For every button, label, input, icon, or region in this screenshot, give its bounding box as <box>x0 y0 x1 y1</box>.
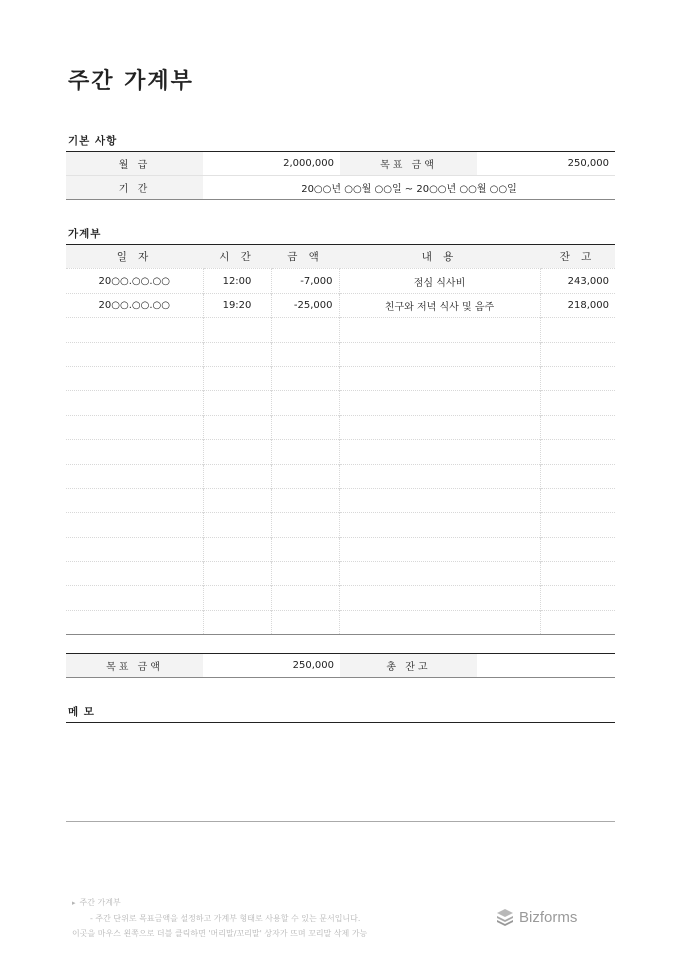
row-date[interactable] <box>66 342 203 366</box>
row-date[interactable] <box>66 366 203 390</box>
row-balance[interactable] <box>540 342 615 366</box>
row-time[interactable] <box>203 318 271 342</box>
empty-table-row <box>66 440 615 464</box>
row-time[interactable]: 12:00 <box>203 269 271 293</box>
row-date[interactable] <box>66 562 203 586</box>
row-balance[interactable] <box>540 391 615 415</box>
empty-table-row <box>66 318 615 342</box>
row-time[interactable] <box>203 610 271 634</box>
header-time: 시 간 <box>203 245 271 269</box>
row-amount[interactable] <box>271 440 339 464</box>
row-content[interactable] <box>339 586 540 610</box>
row-time[interactable] <box>203 464 271 488</box>
row-time[interactable]: 19:20 <box>203 293 271 317</box>
row-date[interactable] <box>66 537 203 561</box>
empty-table-row <box>66 366 615 390</box>
table-row <box>66 293 615 317</box>
goal-amount-value[interactable]: 250,000 <box>567 158 609 169</box>
row-time[interactable] <box>203 366 271 390</box>
empty-table-row <box>66 415 615 439</box>
empty-table-row <box>66 586 615 610</box>
row-time[interactable] <box>203 562 271 586</box>
empty-table-row <box>66 488 615 512</box>
row-amount[interactable] <box>271 586 339 610</box>
row-date[interactable] <box>66 318 203 342</box>
memo-section-label: 메 모 <box>68 706 95 718</box>
period-label: 기 간 <box>66 176 203 200</box>
row-amount[interactable] <box>271 610 339 634</box>
memo-area[interactable] <box>66 722 615 822</box>
row-time[interactable] <box>203 537 271 561</box>
ledger-section-label: 가계부 <box>68 228 102 240</box>
footer-note[interactable] <box>72 895 367 941</box>
row-time[interactable] <box>203 513 271 537</box>
row-time[interactable] <box>203 488 271 512</box>
summary-table <box>66 653 615 678</box>
row-content[interactable] <box>339 562 540 586</box>
footer-description: - 주간 단위로 목표금액을 설정하고 가계부 형태로 사용할 수 있는 문서입니다. <box>90 914 361 923</box>
row-content[interactable] <box>339 440 540 464</box>
row-content[interactable] <box>339 391 540 415</box>
total-balance-label: 총 잔고 <box>340 654 477 678</box>
row-balance[interactable] <box>540 513 615 537</box>
row-balance[interactable] <box>540 440 615 464</box>
row-date[interactable] <box>66 415 203 439</box>
header-amount: 금 액 <box>271 245 339 269</box>
salary-label: 월 급 <box>66 152 203 176</box>
row-amount[interactable]: -25,000 <box>271 293 339 317</box>
row-time[interactable] <box>203 391 271 415</box>
page-title: 주간 가계부 <box>68 69 194 94</box>
ledger-body <box>66 269 615 635</box>
summary-row <box>66 654 615 678</box>
empty-table-row <box>66 610 615 634</box>
row-amount[interactable] <box>271 464 339 488</box>
row-time[interactable] <box>203 586 271 610</box>
empty-table-row <box>66 537 615 561</box>
row-date[interactable] <box>66 610 203 634</box>
row-amount[interactable] <box>271 562 339 586</box>
period-value[interactable]: 20○○년 ○○월 ○○일 ~ 20○○년 ○○월 ○○일 <box>203 176 615 200</box>
summary-goal-value[interactable]: 250,000 <box>292 660 334 671</box>
row-time[interactable] <box>203 440 271 464</box>
empty-table-row <box>66 464 615 488</box>
row-balance[interactable] <box>540 415 615 439</box>
row-amount[interactable]: -7,000 <box>271 269 339 293</box>
row-content[interactable] <box>339 366 540 390</box>
basic-info-table <box>66 151 615 200</box>
empty-table-row <box>66 562 615 586</box>
row-content[interactable] <box>339 513 540 537</box>
row-balance[interactable] <box>540 562 615 586</box>
row-date[interactable]: 20○○.○○.○○ <box>66 269 203 293</box>
total-balance-value[interactable] <box>477 654 615 678</box>
row-date[interactable] <box>66 440 203 464</box>
basic-section-label: 기본 사항 <box>68 135 118 147</box>
row-content[interactable]: 점심 식사비 <box>339 269 540 293</box>
footer-title: 주간 가계부 <box>79 898 121 907</box>
row-content[interactable]: 친구와 저녁 식사 및 음주 <box>339 293 540 317</box>
row-time[interactable] <box>203 342 271 366</box>
row-time[interactable] <box>203 415 271 439</box>
ledger-table <box>66 244 615 635</box>
row-date[interactable] <box>66 586 203 610</box>
header-content: 내 용 <box>339 245 540 269</box>
row-amount[interactable] <box>271 366 339 390</box>
row-amount[interactable] <box>271 391 339 415</box>
triangle-right-icon: ▸ <box>72 899 76 907</box>
row-balance[interactable]: 218,000 <box>540 293 615 317</box>
empty-table-row <box>66 391 615 415</box>
row-date[interactable] <box>66 513 203 537</box>
row-content[interactable] <box>339 537 540 561</box>
row-date[interactable] <box>66 464 203 488</box>
row-balance[interactable] <box>540 464 615 488</box>
row-amount[interactable] <box>271 318 339 342</box>
ledger-header-row <box>66 245 615 269</box>
row-date[interactable]: 20○○.○○.○○ <box>66 293 203 317</box>
bizforms-logo-icon <box>495 907 515 927</box>
summary-goal-label: 목표 금액 <box>66 654 203 678</box>
row-content[interactable] <box>339 342 540 366</box>
header-date: 일 자 <box>66 245 203 269</box>
row-date[interactable] <box>66 488 203 512</box>
row-balance[interactable] <box>540 488 615 512</box>
row-amount[interactable] <box>271 415 339 439</box>
salary-row <box>66 152 615 176</box>
row-content[interactable] <box>339 488 540 512</box>
salary-value[interactable]: 2,000,000 <box>283 158 334 169</box>
row-content[interactable] <box>339 318 540 342</box>
row-balance[interactable] <box>540 610 615 634</box>
row-content[interactable] <box>339 610 540 634</box>
row-date[interactable] <box>66 391 203 415</box>
period-row <box>66 176 615 200</box>
empty-table-row <box>66 342 615 366</box>
row-content[interactable] <box>339 415 540 439</box>
header-balance: 잔 고 <box>540 245 615 269</box>
empty-table-row <box>66 513 615 537</box>
row-amount[interactable] <box>271 513 339 537</box>
footer-instruction: 이곳을 마우스 왼쪽으로 더블 클릭하면 '머리말/꼬리말' 상자가 뜨며 꼬리말 삭제 가능 <box>72 929 368 938</box>
goal-amount-label: 목표 금액 <box>340 152 477 176</box>
row-balance[interactable]: 243,000 <box>540 269 615 293</box>
logo-text: Bizforms <box>519 908 578 926</box>
row-balance[interactable] <box>540 537 615 561</box>
row-amount[interactable] <box>271 342 339 366</box>
row-balance[interactable] <box>540 366 615 390</box>
bizforms-logo <box>495 907 577 927</box>
table-row <box>66 269 615 293</box>
row-balance[interactable] <box>540 318 615 342</box>
row-amount[interactable] <box>271 488 339 512</box>
row-balance[interactable] <box>540 586 615 610</box>
row-amount[interactable] <box>271 537 339 561</box>
row-content[interactable] <box>339 464 540 488</box>
